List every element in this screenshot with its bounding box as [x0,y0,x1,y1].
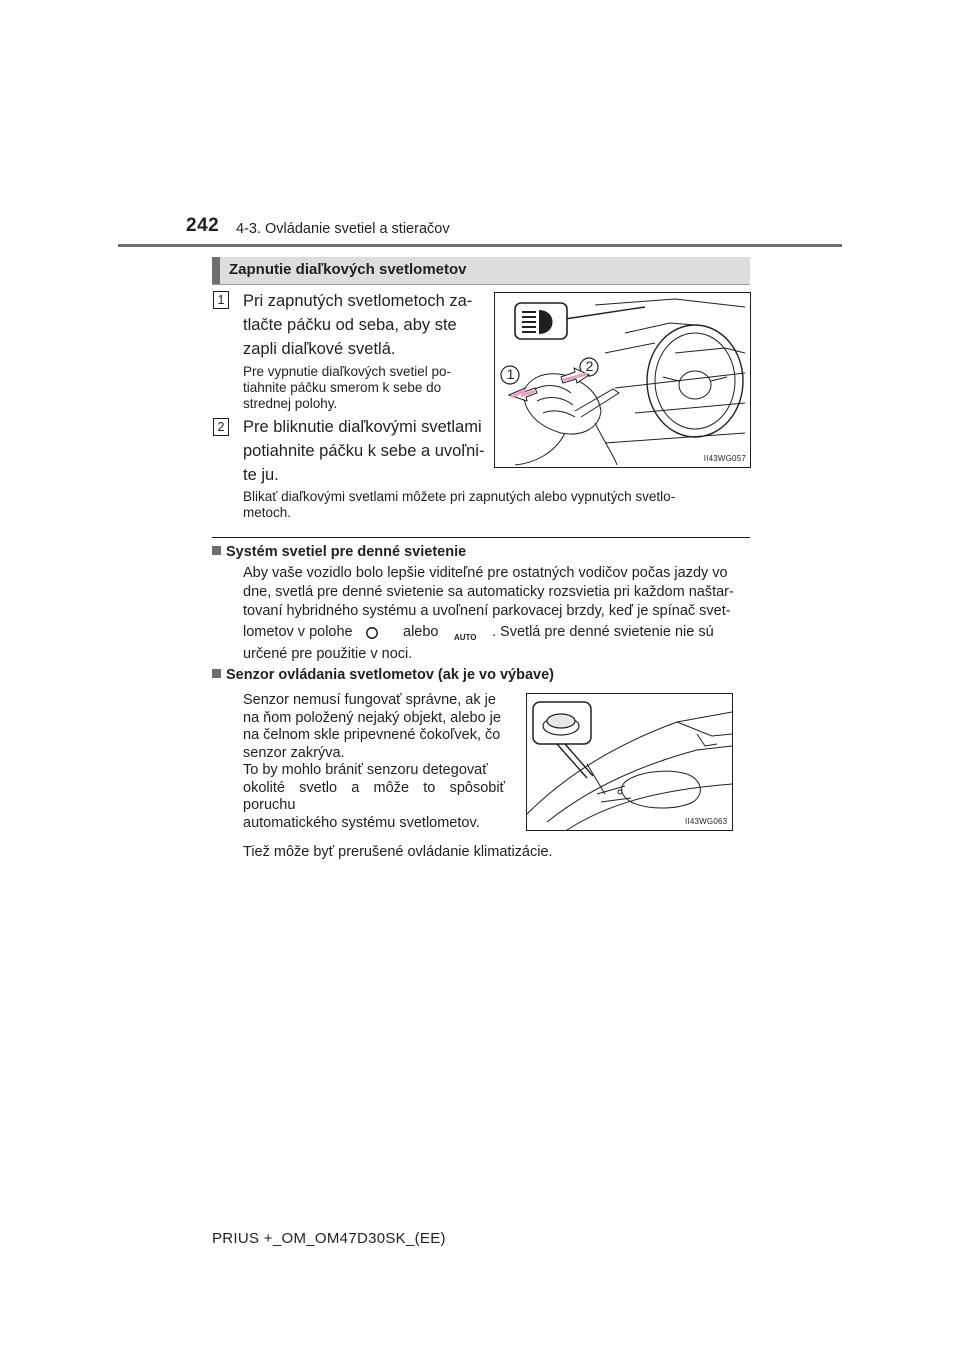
header-rule [118,244,842,247]
sensor-line: To by mohlo brániť senzoru detegovať [243,762,488,778]
section-divider [212,537,750,538]
figure-2-code: II43WG063 [685,817,728,826]
bullet-square-icon [212,669,221,678]
lever-illustration [494,292,751,468]
step-1-note-line: tiahnite páčku smerom k sebe do [243,380,442,395]
sensor-line: na ňom položený nejaký objekt, alebo je [243,709,501,726]
sensor-line: na čelnom skle pripevnené čokoľvek, čo [243,727,501,743]
step-2-note-line: metoch. [243,505,292,520]
step-2-line: Pre bliknutie diaľkovými svetlami [243,418,482,436]
page-number: 242 [186,215,220,236]
drl-line-5: určené pre použitie v noci. [243,646,413,662]
drl-line-4-a: lometov v polohe [243,624,353,640]
step-1-line: Pri zapnutých svetlometoch za- [243,292,473,310]
step-2-line: potiahnite páčku k sebe a uvoľni- [243,442,485,460]
step-2-text [243,415,488,487]
step-1-note-line: Pre vypnutie diaľkových svetiel po- [243,364,452,379]
step-1-note-line: strednej polohy. [243,396,338,411]
callout-1: 1 [506,366,515,382]
section-title: 4-3. Ovládanie svetiel a stieračov [236,221,450,237]
sensor-line: automatického systému svetlometov. [243,814,480,831]
sensor-line: okolité svetlo a môže to spôsobiť poruchu [243,779,505,813]
subheading-accent [212,257,220,284]
step-2-note [243,489,745,521]
step-1-line: tlačte páčku od seba, aby ste [243,316,457,334]
drl-heading [212,544,466,560]
subheading-box [212,257,750,284]
step-1-line: zapli diaľkové svetlá. [243,340,396,358]
figure-1-code: II43WG057 [703,454,746,463]
sensor-heading [212,667,554,683]
bullet-square-icon [212,546,221,555]
step-2-line: te ju. [243,466,279,484]
sensor-body [243,692,505,832]
subheading-title: Zapnutie diaľkových svetlometov [229,261,467,278]
step-number-1: 1 [213,291,229,309]
footer-doc-id: PRIUS +_OM_OM47D30SK_(EE) [212,1230,446,1247]
drl-line: dne, svetlá pre denné svietenie sa automaticky rozsvietia pri každom naštar- [243,584,734,600]
step-1-text [243,289,477,361]
auto-icon: AUTO [454,633,477,642]
sensor-line: Senzor nemusí fungovať správne, ak je [243,692,496,708]
drl-line: tovaní hybridného systému a uvoľnení parkovacej brzdy, keď je spínač svet- [243,603,731,619]
drl-line-4 [243,623,745,645]
sensor-line: senzor zakrýva. [243,744,345,761]
drl-line-4-c: . Svetlá pre denné svietenie nie sú [492,624,714,640]
sensor-heading-text: Senzor ovládania svetlometov (ak je vo výbave) [226,667,554,683]
drl-line: Aby vaše vozidlo bolo lepšie viditeľné pre ostatných vodičov počas jazdy vo [243,565,728,581]
drl-heading-text: Systém svetiel pre denné svietenie [226,544,467,560]
subheading-underline [212,284,750,285]
drl-line-4-b: alebo [403,624,439,640]
lever-drawing [495,293,750,467]
step-1-note [243,364,477,412]
sensor-drawing [527,694,732,830]
step-number-2: 2 [213,418,229,436]
drl-body [243,564,745,621]
sensor-footer-line: Tiež môže byť prerušené ovládanie klimatizácie. [243,844,553,860]
step-2-note-line: Blikať diaľkovými svetlami môžete pri zapnutých alebo vypnutých svetlo- [243,489,676,504]
callout-2: 2 [585,358,594,374]
light-off-icon [365,626,379,640]
sensor-illustration [526,693,733,831]
